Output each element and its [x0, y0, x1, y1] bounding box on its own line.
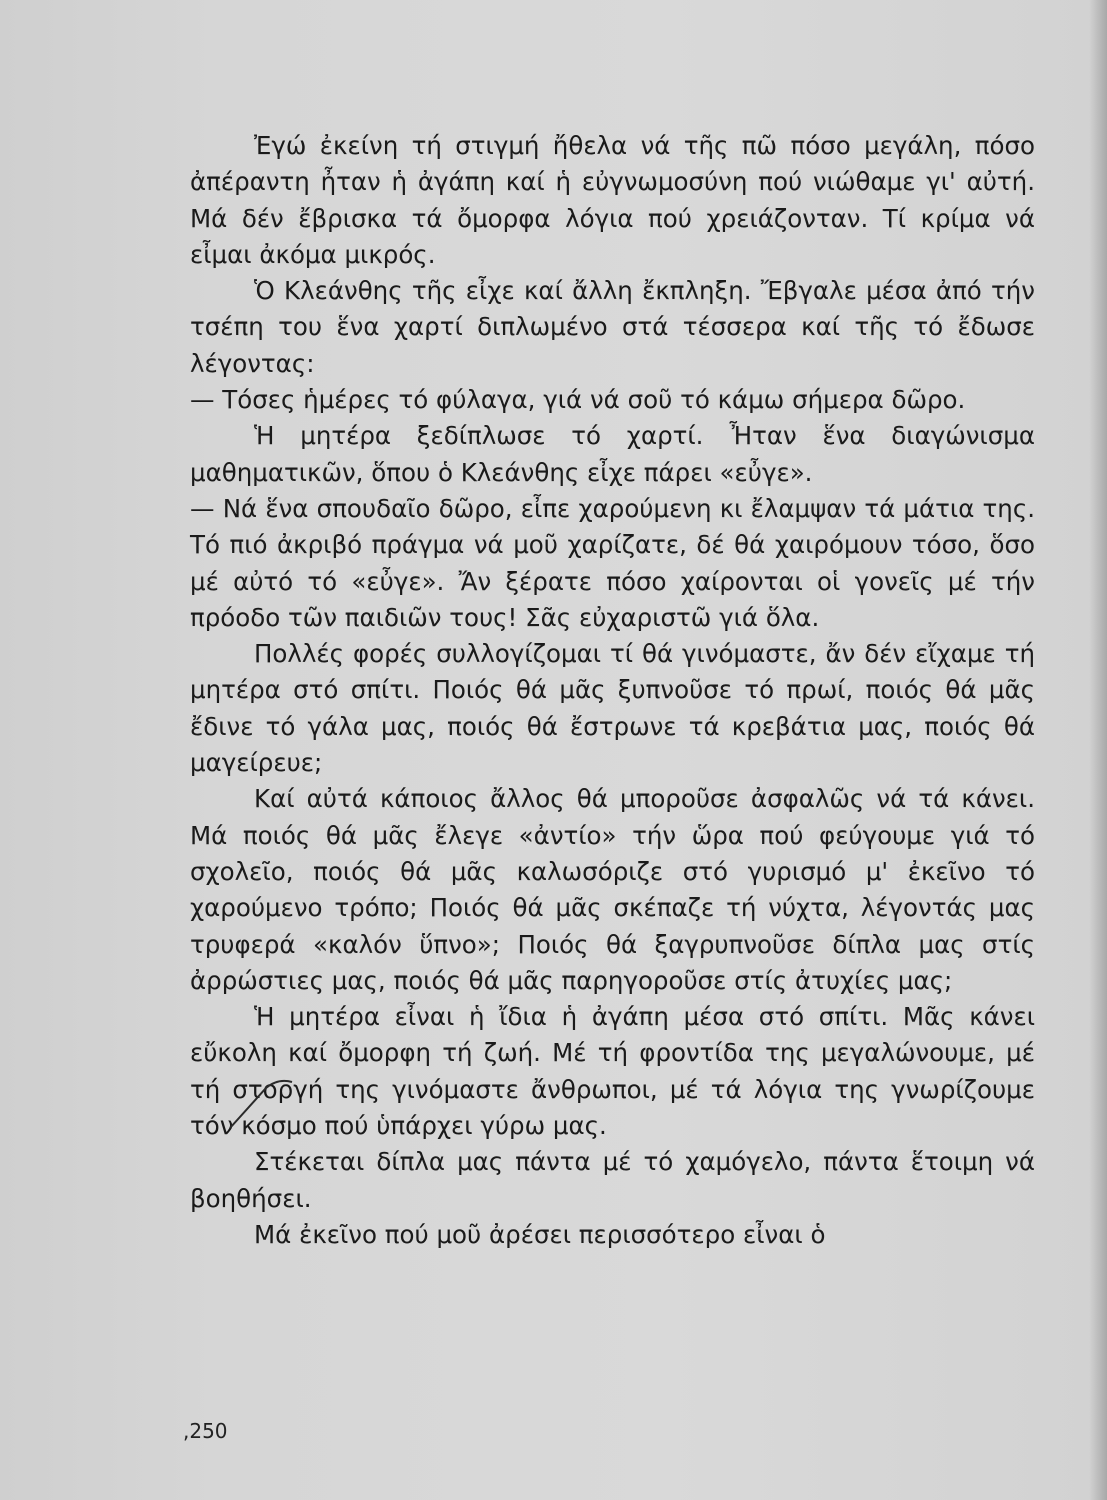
paragraph-6: Πολλές φορές συλλογίζομαι τί θά γινόμαστε, ἄν δέν εἴχαμε τή μητέρα στό σπίτι. Ποιός θά μᾶς ξυπνοῦσε τό πρωί, ποιός θά μᾶς ἔδινε τό γάλα μας, ποιός θά ἔστρωνε τά κρεβάτια μας, ποιός θά μαγείρευε;: [190, 639, 1035, 778]
page-number: ,250: [183, 1419, 228, 1443]
body-text: [190, 128, 1035, 1253]
paragraph-3-dialogue: — Τόσες ἡμέρες τό φύλαγα, γιά νά σοῦ τό κάμω σήμερα δῶρο.: [190, 385, 966, 415]
paragraph-5-dialogue: — Νά ἕνα σπουδαῖο δῶρο, εἶπε χαρούμενη κι ἔλαμψαν τά μάτια της. Τό πιό ἀκριβό πράγμα νά μοῦ χαρίζατε, δέ θά χαιρόμουν τόσο, ὅσο μέ αὐτό τό «εὖγε». Ἄν ξέρατε πόσο χαίρονται οἱ γονεῖς μέ τήν πρόοδο τῶν παιδιῶν τους! Σᾶς εὐχαριστῶ γιά ὅλα.: [190, 493, 1035, 632]
paragraph-1: Ἐγώ ἐκείνη τή στιγμή ἤθελα νά τῆς πῶ πόσο μεγάλη, πόσο ἀπέραντη ἦταν ἡ ἀγάπη καί ἡ εὐγνωμοσύνη πού νιώθαμε γι' αὐτή. Μά δέν ἔβρισκα τά ὄμορφα λόγια πού χρειάζονταν. Τί κρίμα νά εἶμαι ἀκόμα μικρός.: [190, 131, 1035, 269]
paragraph-4: Ἡ μητέρα ξεδίπλωσε τό χαρτί. Ἦταν ἕνα διαγώνισμα μαθηματικῶν, ὅπου ὁ Κλεάνθης εἶχε πάρει «εὖγε».: [190, 421, 1035, 487]
paragraph-2: Ὁ Κλεάνθης τῆς εἶχε καί ἄλλη ἔκπληξη. Ἔβγαλε μέσα ἀπό τήν τσέπη του ἕνα χαρτί διπλωμένο στά τέσσερα καί τῆς τό ἔδωσε λέγοντας:: [190, 276, 1035, 378]
pen-mark-icon: [226, 1074, 296, 1132]
paragraph-10: Μά ἐκεῖνο πού μοῦ ἀρέσει περισσότερο εἶναι ὁ: [254, 1219, 826, 1249]
paragraph-8: Ἡ μητέρα εἶναι ἡ ἴδια ἡ ἀγάπη μέσα στό σπίτι. Μᾶς κάνει εὔκολη καί ὄμορφη τή ζωή. Μέ τή φροντίδα της μεγαλώνουμε, μέ τή στοργή της γινόμαστε ἄνθρωποι, μέ τά λόγια της γνωρίζουμε τόν κόσμο πού ὑπάρχει γύρω μας.: [190, 1002, 1035, 1141]
paragraph-7: Καί αὐτά κάποιος ἄλλος θά μποροῦσε ἀσφαλῶς νά τά κάνει. Μά ποιός θά μᾶς ἔλεγε «ἀντίο» τήν ὥρα πού φεύγουμε γιά τό σχολεῖο, ποιός θά μᾶς καλωσόριζε στό γυρισμό μ' ἐκεῖνο τό χαρούμενο τρόπο; Ποιός θά μᾶς σκέπαζε τή νύχτα, λέγοντάς μας τρυφερά «καλόν ὕπνο»; Ποιός θά ξαγρυπνοῦσε δίπλα μας στίς ἀρρώστιες μας, ποιός θά μᾶς παρηγοροῦσε στίς ἀτυχίες μας;: [190, 784, 1035, 995]
paragraph-9: Στέκεται δίπλα μας πάντα μέ τό χαμόγελο, πάντα ἕτοιμη νά βοηθήσει.: [190, 1147, 1035, 1213]
page-edge-shadow: [1089, 0, 1107, 1500]
